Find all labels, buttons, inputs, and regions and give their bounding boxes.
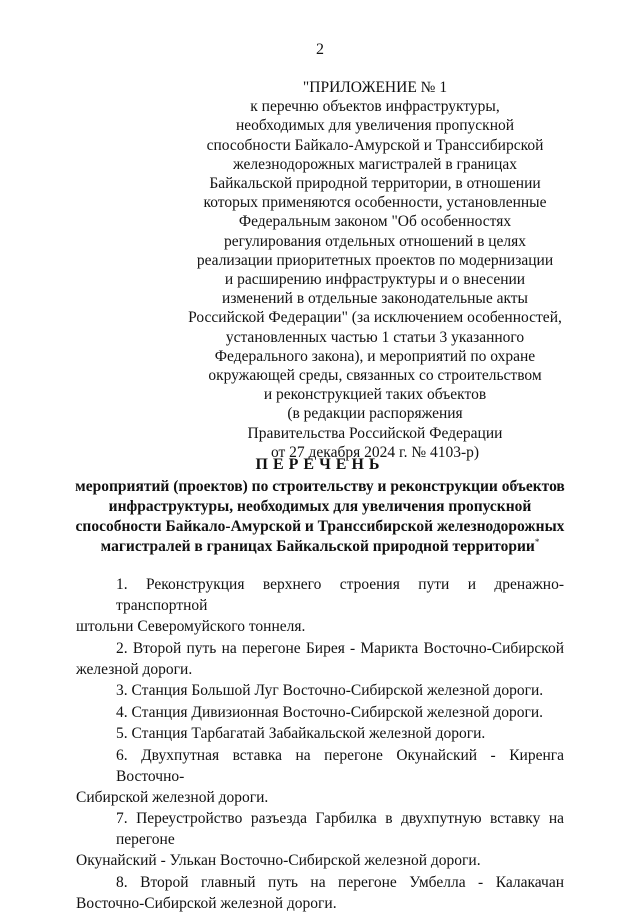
list-item-line: 5. Станция Тарбагатай Забайкальской железной дороги.	[116, 725, 486, 742]
list-item-line: Восточно-Сибирской железной дороги.	[76, 894, 337, 912]
appendix-line: Федеральным законом "Об особенностях	[238, 213, 512, 231]
document-subtitle	[60, 477, 580, 557]
list-item-line: 6. Двухпутная вставка на перегоне Окунайский - Киренга Восточно-	[116, 746, 564, 785]
list-item-line: 3. Станция Большой Луг Восточно-Сибирской железной дороги.	[116, 682, 544, 699]
measures-list	[76, 574, 564, 914]
list-item-line: штольни Северомуйского тоннеля.	[76, 618, 306, 635]
appendix-line: установленных частью 1 статьи 3 указанного	[225, 328, 525, 346]
page-number: 2	[316, 41, 324, 58]
subtitle-line-text: магистралей в границах Байкальской природной территории	[100, 538, 535, 555]
list-item	[76, 723, 564, 744]
document-title: ПЕРЕЧЕНЬ	[255, 456, 385, 473]
list-item	[76, 808, 564, 871]
subtitle-line: мероприятий (проектов) по строительству и реконструкции объектов	[75, 478, 565, 495]
list-item-line: железной дороги.	[76, 660, 193, 678]
subtitle-line: способности Байкало-Амурской и Транссибирской железнодорожных	[75, 518, 565, 535]
list-item	[76, 702, 564, 723]
appendix-line: железнодорожных магистралей в границах	[232, 155, 518, 173]
list-item	[76, 745, 564, 808]
list-item-line: Сибирской железной дороги.	[76, 788, 269, 806]
appendix-line: и расширению инфраструктуры и о внесении	[224, 271, 526, 289]
appendix-line: регулирования отдельных отношений в целях	[223, 232, 527, 250]
list-item	[76, 872, 564, 914]
appendix-line: реализации приоритетных проектов по модернизации	[196, 251, 554, 269]
appendix-line: от 27 декабря 2024 г. № 4103-р)	[270, 443, 480, 461]
list-item-line: 4. Станция Дивизионная Восточно-Сибирской железной дороги.	[116, 703, 544, 721]
appendix-line: способности Байкало-Амурской и Транссибирской	[206, 136, 544, 154]
appendix-line: к перечню объектов инфраструктуры,	[250, 98, 500, 116]
subtitle-line	[60, 537, 580, 557]
list-item	[76, 638, 564, 680]
list-item	[76, 680, 564, 701]
appendix-line: Федерального закона), и мероприятий по охране	[214, 347, 536, 365]
appendix-line: Правительства Российской Федерации	[247, 424, 503, 442]
list-item-line: Окунайский - Улькан Восточно-Сибирской железной дороги.	[76, 852, 481, 869]
appendix-line: "ПРИЛОЖЕНИЕ № 1	[302, 79, 448, 96]
list-item-line: 2. Второй путь на перегоне Бирея - Марикта Восточно-Сибирской	[116, 639, 564, 657]
appendix-line: которых применяются особенности, установленные	[203, 194, 547, 212]
appendix-line: и реконструкцией таких объектов	[263, 386, 487, 404]
list-item-line: 7. Переустройство разъезда Гарбилка в двухпутную вставку на перегоне	[116, 810, 564, 848]
list-item-line: 8. Второй главный путь на перегоне Умбелла - Калакачан	[116, 873, 564, 891]
appendix-line: изменений в отдельные законодательные акты	[222, 290, 528, 308]
appendix-line: (в редакции распоряжения	[287, 405, 463, 423]
list-item	[76, 574, 564, 637]
appendix-heading	[180, 78, 570, 462]
appendix-line: необходимых для увеличения пропускной	[235, 117, 515, 135]
subtitle-line: инфраструктуры, необходимых для увеличения пропускной	[108, 498, 532, 515]
appendix-line: Российской Федерации" (за исключением особенностей,	[188, 309, 562, 327]
appendix-line: Байкальской природной территории, в отношении	[209, 175, 541, 193]
list-item-line: 1. Реконструкция верхнего строения пути и дренажно-транспортной	[116, 576, 564, 614]
footnote-mark: *	[534, 536, 540, 547]
appendix-line: окружающей среды, связанных со строительством	[208, 367, 542, 385]
